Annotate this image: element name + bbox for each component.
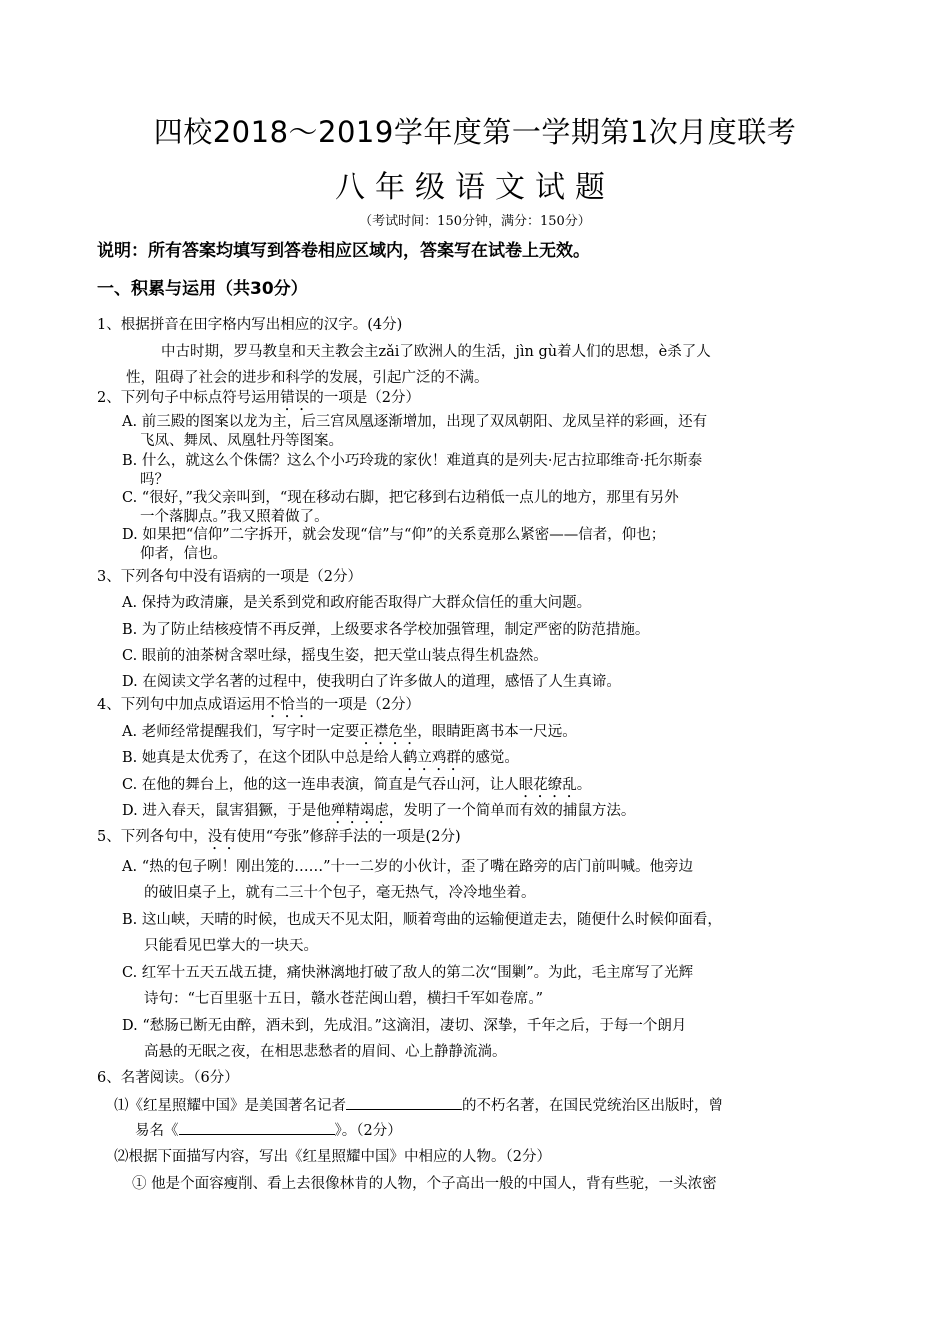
q5-stem-emphasis: 没有 [207,829,237,845]
q2-option-d-line2: 仰者，信也。 [140,546,227,562]
q2-option-c-line2: 一个落脚点。”我又照着做了。 [140,509,329,525]
q3-stem: 3、下列各句中没有语病的一项是（2分） [97,569,362,585]
q2-stem-emphasis: 错误 [280,390,310,406]
q5-option-c-line1: C. 红军十五天五战五捷，痛快淋漓地打破了敌人的第二次“围剿”。为此，毛主席写了光辉 [122,965,694,981]
q4-d-pre: D. 进入春天，鼠害猖獗，于是他 [122,803,331,819]
q5-stem-post: 使用“夸张”修辞手法的一项是(2分) [236,829,461,845]
q2-stem-post: 的一项是（2分） [309,390,420,406]
q4-option-a [122,720,577,748]
q3-option-d: D. 在阅读文学名著的过程中，使我明白了许多做人的道理，感悟了人生真谛。 [122,674,621,690]
q4-a-pre: A. 老师经常提醒我们，写字时一定要 [122,724,360,740]
section-title: 一、积累与运用（共30分） [97,279,308,299]
q4-a-post: ，眼睛距离书本一尺远。 [417,724,577,740]
q2-option-b-line1: B. 什么，就这么个侏儒？这么个小巧玲珑的家伙！难道真的是列夫·尼古拉耶维奇·托尔斯泰 [122,453,703,469]
instructions: 说明：所有答案均填写到答卷相应区域内，答案写在试卷上无效。 [97,241,590,261]
q4-c-idiom: 眼花缭乱 [518,777,577,793]
q2-option-d-line1: D. 如果把“信仰”二字拆开，就会发现“信”与“仰”的关系竟那么紧密——信者，仰也； [122,527,666,543]
answer-blank-author[interactable] [346,1095,462,1110]
q5-option-a-line2: 的破旧桌子上，就有二三十个包子，毫无热气，冷冷地坐着。 [144,885,536,901]
q4-stem-post: 的一项是（2分） [309,697,420,713]
q3-option-c: C. 眼前的油茶树含翠吐绿，摇曳生姿，把天堂山装点得生机盎然。 [122,648,548,664]
q6-part1-line2 [135,1119,402,1140]
q4-a-idiom: 正襟危坐 [359,724,418,740]
q2-option-b-line2: 吗？ [140,472,169,488]
q6-part1b-post: 》。（2分） [334,1123,402,1139]
q4-b-post: 的感觉。 [460,750,519,766]
q4-stem [97,693,420,721]
q4-c-pre: C. 在他的舞台上，他的这一连串表演，简直是气吞山河，让人 [122,777,519,793]
exam-info: （考试时间：150分钟，满分：150分） [359,214,591,229]
q6-part1b-pre: 易名《 [135,1123,179,1139]
q6-part2: ⑵根据下面描写内容，写出《红星照耀中国》中相应的人物。（2分） [114,1149,551,1165]
q6-part1-line1 [114,1094,723,1115]
q1-line1: 中古时期，罗马教皇和天主教会主zǎi了欧洲人的生活，jìn gù着人们的思想，è杀了人 [161,344,711,360]
exam-title: 四校2018～2019学年度第一学期第1次月度联考 [153,115,797,149]
q2-option-a-line2: 飞凤、舞凤、凤凰牡丹等图案。 [140,433,343,449]
q4-d-post: ，发明了一个简单而有效的捕鼠方法。 [388,803,636,819]
q3-option-b: B. 为了防止结核疫情不再反弹，上级要求各学校加强管理，制定严密的防范措施。 [122,622,650,638]
q4-b-pre: B. 她真是太优秀了，在这个团队中总是给人 [122,750,403,766]
q6-part1-pre: ⑴《红星照耀中国》是美国著名记者 [114,1098,346,1114]
q4-stem-pre: 4、下列句中加点成语运用 [97,697,266,713]
q1-line2: 性，阻碍了社会的进步和科学的发展，引起广泛的不满。 [126,370,489,386]
q5-option-d-line2: 高悬的无眠之夜，在相思悲愁者的眉间、心上静静流淌。 [144,1044,507,1060]
q5-option-b-line1: B. 这山峡，天晴的时候，也成天不见太阳，顺着弯曲的运输便道走去，随便什么时候仰面看， [122,912,722,928]
q4-c-post: 。 [576,777,592,793]
q5-option-c-line2: 诗句：“七百里驱十五日，赣水苍茫闽山碧，横扫千军如卷席。” [144,991,544,1007]
subject-title: 八年级语文试题 [335,170,615,205]
q4-option-c [122,773,591,801]
q3-option-a: A. 保持为政清廉，是关系到党和政府能否取得广大群众信任的重大问题。 [122,595,592,611]
q1-stem: 1、根据拼音在田字格内写出相应的汉字。(4分) [97,317,403,333]
q4-stem-emphasis: 不恰当 [265,697,310,713]
q5-stem [97,825,461,853]
answer-blank-title[interactable] [179,1120,335,1135]
q5-option-a-line1: A. “热的包子咧！刚出笼的……”十一二岁的小伙计，歪了嘴在路旁的店门前叫喊。他旁边 [122,859,694,875]
q5-option-b-line2: 只能看见巴掌大的一块天。 [144,938,318,954]
q2-option-a-line1: A. 前三殿的图案以龙为主，后三宫凤凰逐渐增加，出现了双凤朝阳、龙凤呈祥的彩画，还有 [122,414,708,430]
q2-option-c-line1: C. “很好，”我父亲叫到，“现在移动右脚，把它移到右边稍低一点儿的地方，那里有另外 [122,490,679,506]
q5-option-d-line1: D. “愁肠已断无由醉，酒未到，先成泪。”这滴泪，凄切、深挚，千年之后，于每一个朗月 [122,1018,687,1034]
q4-option-d [122,799,635,827]
q6-part1-mid: 的不朽名著，在国民党统治区出版时，曾 [462,1098,723,1114]
q2-stem-pre: 2、下列句子中标点符号运用 [97,390,281,406]
q4-option-b [122,746,519,774]
q6-stem: 6、名著阅读。（6分） [97,1070,239,1086]
q4-d-idiom: 殚精竭虑 [330,803,389,819]
q6-part2-item1: ① 他是个面容瘦削、看上去很像林肯的人物，个子高出一般的中国人，背有些驼，一头浓密 [132,1176,717,1192]
q4-b-idiom: 鹤立鸡群 [402,750,461,766]
q5-stem-pre: 5、下列各句中， [97,829,208,845]
